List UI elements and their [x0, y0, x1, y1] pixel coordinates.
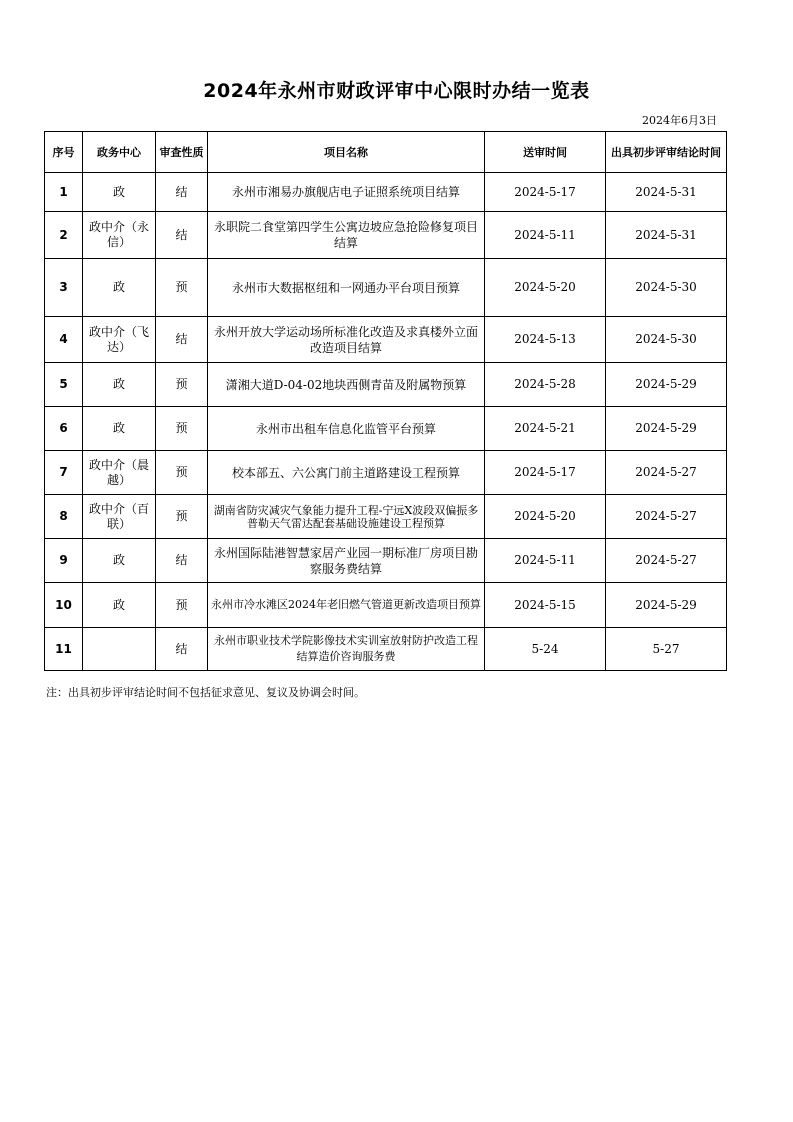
- cell-type: 预: [156, 583, 208, 628]
- cell-project-name: 湖南省防灾减灾气象能力提升工程-宁远X波段双偏振多普勒天气雷达配套基础设施建设工程预算: [208, 495, 485, 539]
- cell-conclusion-time: 2024-5-31: [606, 212, 727, 259]
- cell-center: 政中介（晨越）: [83, 451, 156, 495]
- cell-center: 政: [83, 539, 156, 583]
- cell-type: 预: [156, 495, 208, 539]
- cell-submit-time: 2024-5-11: [485, 539, 606, 583]
- cell-project-name: 永州开放大学运动场所标准化改造及求真楼外立面改造项目结算: [208, 317, 485, 363]
- cell-conclusion-time: 2024-5-27: [606, 495, 727, 539]
- cell-submit-time: 2024-5-17: [485, 451, 606, 495]
- cell-type: 预: [156, 363, 208, 407]
- header-conclusion-time: 出具初步评审结论时间: [606, 132, 727, 173]
- cell-center: 政中介（飞达）: [83, 317, 156, 363]
- table-row: [45, 495, 727, 539]
- header-row: [45, 132, 727, 173]
- footnote: 注：出具初步评审结论时间不包括征求意见、复议及协调会时间。: [46, 686, 365, 699]
- cell-center: 政: [83, 407, 156, 451]
- cell-center: 政: [83, 363, 156, 407]
- cell-seq: 6: [45, 407, 83, 451]
- cell-seq: 7: [45, 451, 83, 495]
- cell-seq: 2: [45, 212, 83, 259]
- cell-seq: 8: [45, 495, 83, 539]
- cell-submit-time: 2024-5-13: [485, 317, 606, 363]
- cell-submit-time: 5-24: [485, 628, 606, 671]
- cell-submit-time: 2024-5-28: [485, 363, 606, 407]
- table-row: [45, 539, 727, 583]
- cell-submit-time: 2024-5-15: [485, 583, 606, 628]
- cell-conclusion-time: 2024-5-30: [606, 317, 727, 363]
- cell-submit-time: 2024-5-20: [485, 495, 606, 539]
- cell-project-name: 永州市出租车信息化监管平台预算: [208, 407, 485, 451]
- cell-seq: 9: [45, 539, 83, 583]
- header-name: 项目名称: [208, 132, 485, 173]
- cell-type: 结: [156, 317, 208, 363]
- header-submit-time: 送审时间: [485, 132, 606, 173]
- cell-submit-time: 2024-5-11: [485, 212, 606, 259]
- cell-type: 结: [156, 173, 208, 212]
- table-row: [45, 259, 727, 317]
- cell-seq: 1: [45, 173, 83, 212]
- table-row: [45, 628, 727, 671]
- table-row: [45, 583, 727, 628]
- cell-project-name: 校本部五、六公寓门前主道路建设工程预算: [208, 451, 485, 495]
- cell-conclusion-time: 2024-5-29: [606, 407, 727, 451]
- cell-submit-time: 2024-5-20: [485, 259, 606, 317]
- cell-project-name: 潇湘大道D-04-02地块西侧青苗及附属物预算: [208, 363, 485, 407]
- table-row: [45, 173, 727, 212]
- cell-center: 政中介（百联）: [83, 495, 156, 539]
- cell-conclusion-time: 2024-5-31: [606, 173, 727, 212]
- cell-conclusion-time: 2024-5-27: [606, 451, 727, 495]
- cell-project-name: 永职院二食堂第四学生公寓边坡应急抢险修复项目结算: [208, 212, 485, 259]
- table-row: [45, 317, 727, 363]
- header-center: 政务中心: [83, 132, 156, 173]
- cell-seq: 4: [45, 317, 83, 363]
- cell-center: 政: [83, 259, 156, 317]
- cell-conclusion-time: 5-27: [606, 628, 727, 671]
- cell-project-name: 永州市湘易办旗舰店电子证照系统项目结算: [208, 173, 485, 212]
- cell-seq: 3: [45, 259, 83, 317]
- cell-type: 预: [156, 407, 208, 451]
- cell-seq: 10: [45, 583, 83, 628]
- cell-type: 结: [156, 628, 208, 671]
- header-type: 审查性质: [156, 132, 208, 173]
- cell-type: 结: [156, 539, 208, 583]
- cell-seq: 5: [45, 363, 83, 407]
- table-row: [45, 451, 727, 495]
- cell-center: 政中介（永信）: [83, 212, 156, 259]
- table-row: [45, 363, 727, 407]
- header-seq: 序号: [45, 132, 83, 173]
- project-table: [44, 131, 727, 671]
- cell-type: 预: [156, 451, 208, 495]
- page-title: 2024年永州市财政评审中心限时办结一览表: [203, 80, 590, 102]
- cell-conclusion-time: 2024-5-30: [606, 259, 727, 317]
- cell-type: 结: [156, 212, 208, 259]
- cell-type: 预: [156, 259, 208, 317]
- cell-project-name: 永州市职业技术学院影像技术实训室放射防护改造工程结算造价咨询服务费: [208, 628, 485, 671]
- cell-center: 政: [83, 173, 156, 212]
- table-row: [45, 407, 727, 451]
- cell-submit-time: 2024-5-21: [485, 407, 606, 451]
- cell-conclusion-time: 2024-5-29: [606, 583, 727, 628]
- cell-project-name: 永州国际陆港智慧家居产业园一期标准厂房项目勘察服务费结算: [208, 539, 485, 583]
- cell-center: [83, 628, 156, 671]
- report-date: 2024年6月3日: [642, 114, 717, 127]
- cell-submit-time: 2024-5-17: [485, 173, 606, 212]
- table-row: [45, 212, 727, 259]
- cell-conclusion-time: 2024-5-27: [606, 539, 727, 583]
- cell-center: 政: [83, 583, 156, 628]
- cell-project-name: 永州市冷水滩区2024年老旧燃气管道更新改造项目预算: [208, 583, 485, 628]
- cell-conclusion-time: 2024-5-29: [606, 363, 727, 407]
- cell-seq: 11: [45, 628, 83, 671]
- cell-project-name: 永州市大数据枢纽和一网通办平台项目预算: [208, 259, 485, 317]
